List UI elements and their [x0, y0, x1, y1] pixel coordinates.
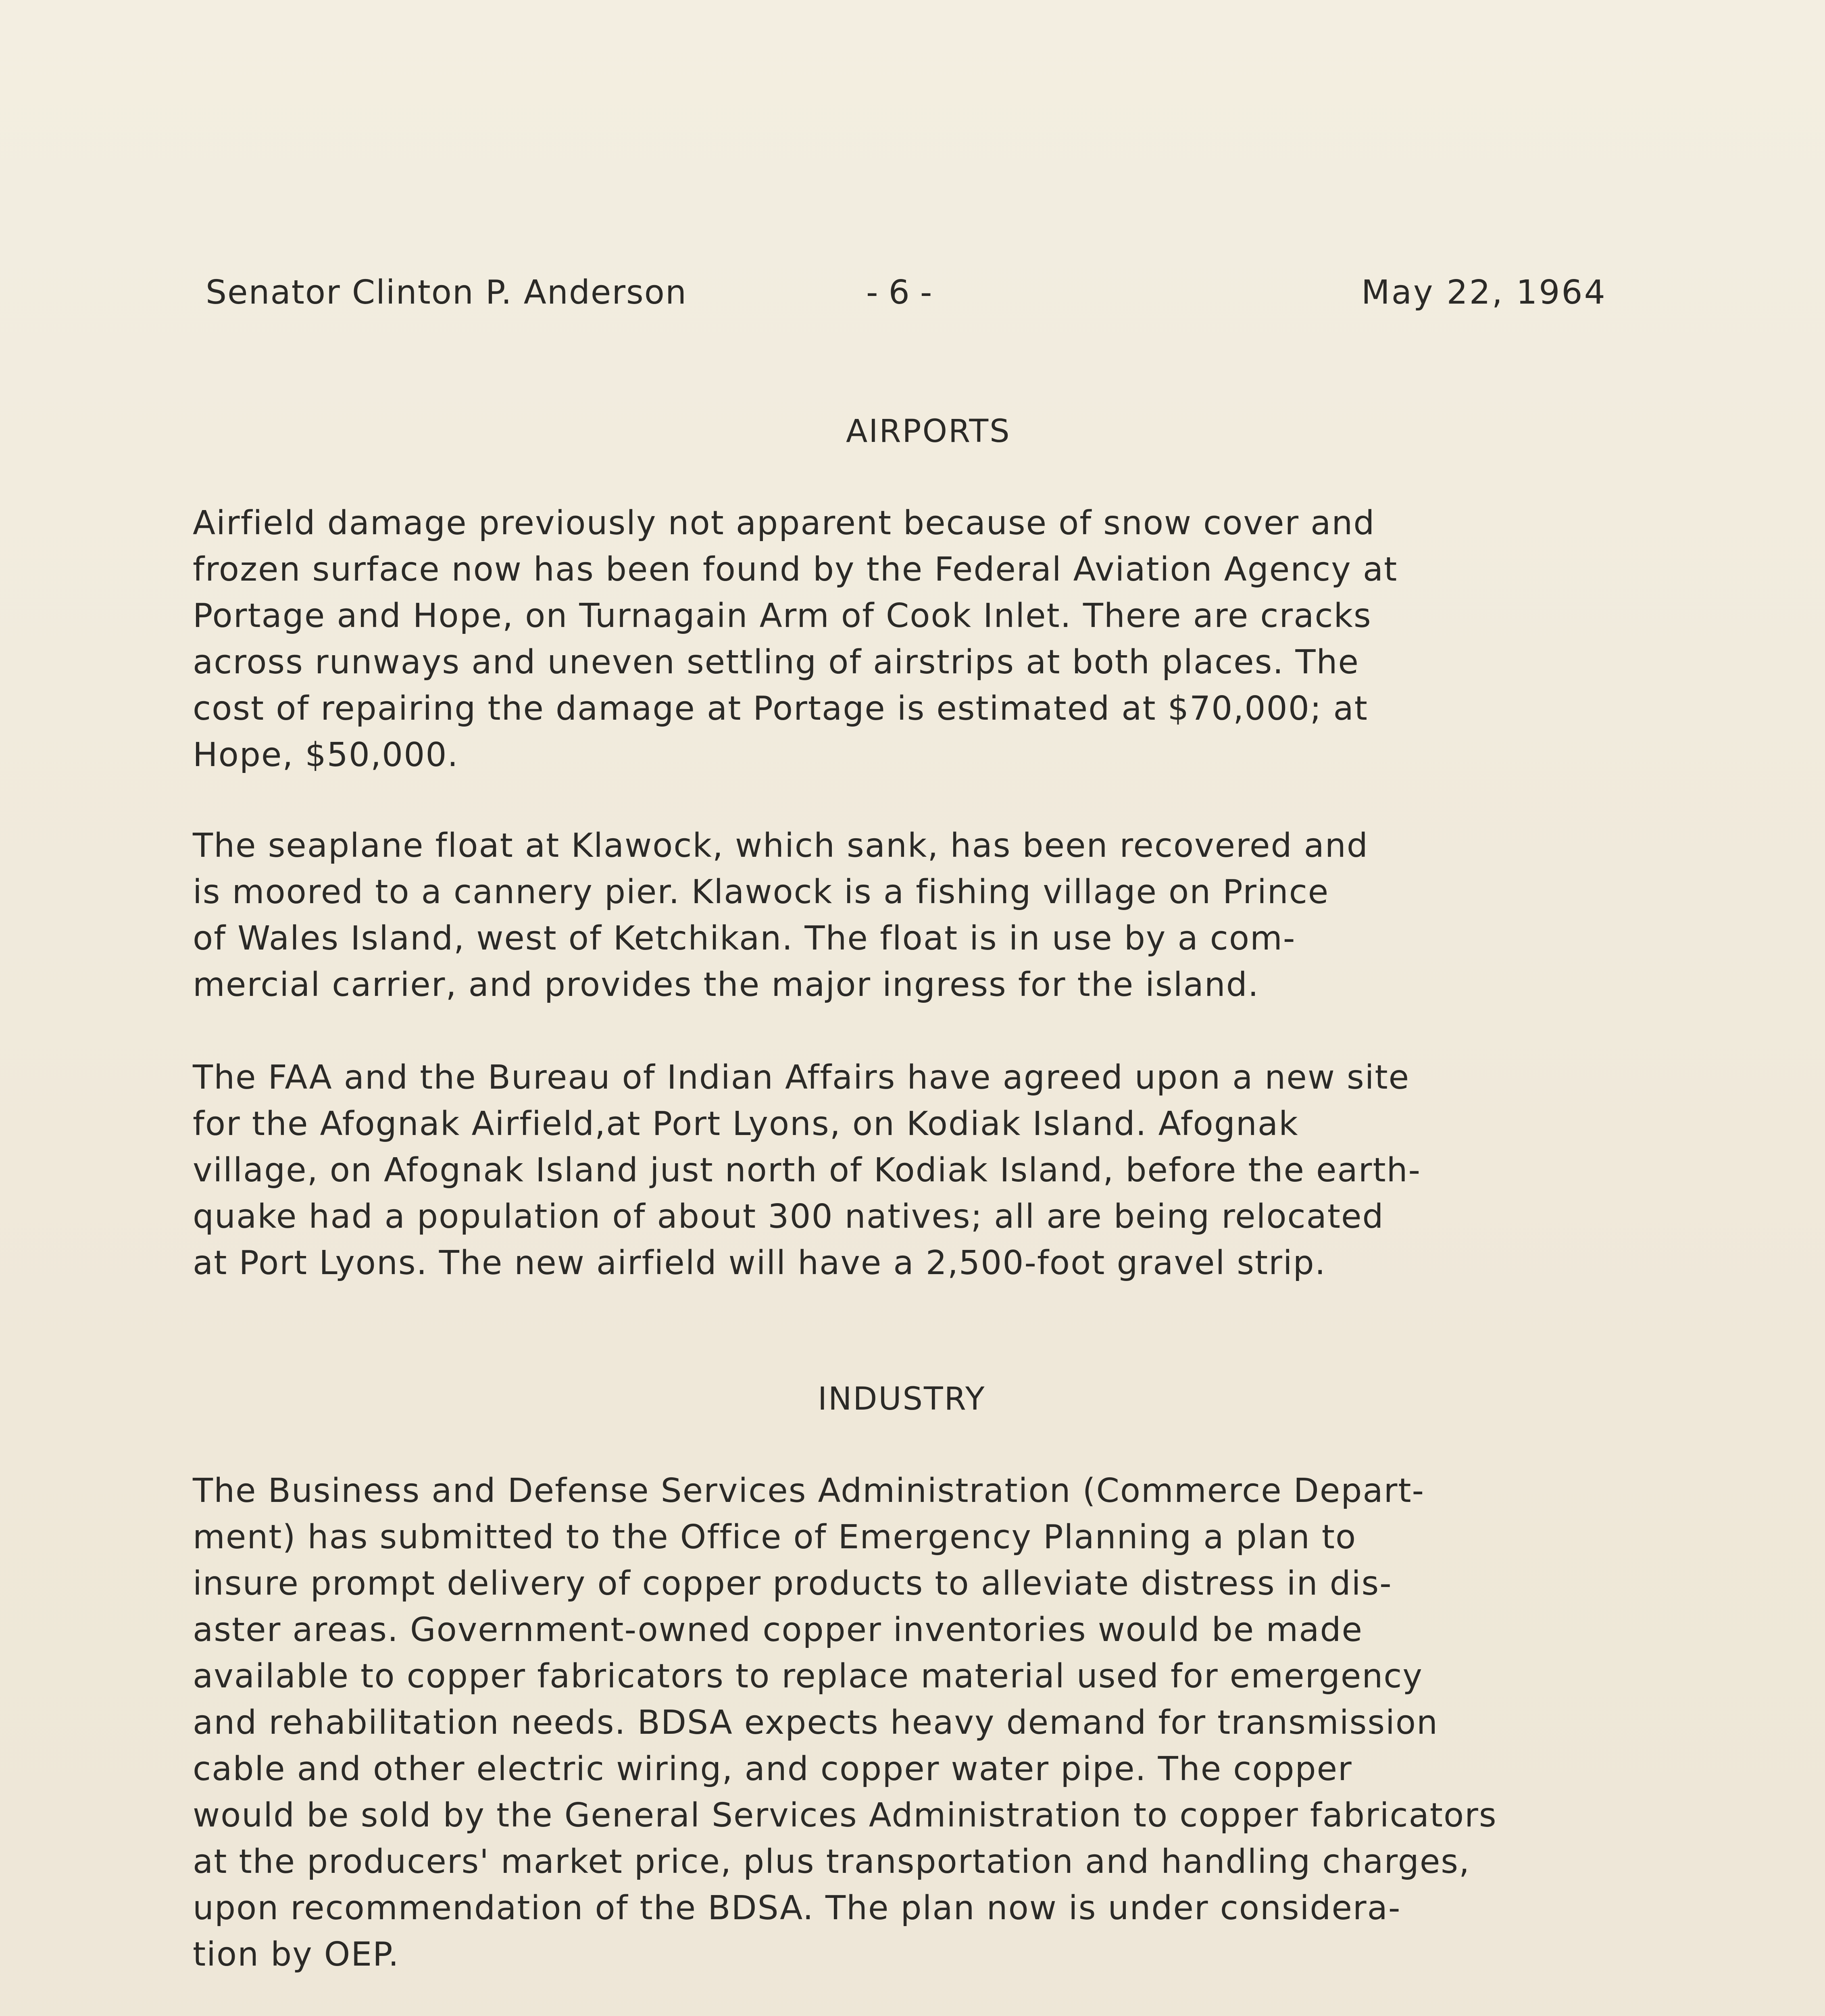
text-line: insure prompt delivery of copper products to alleviate distress in dis- — [193, 1564, 1392, 1603]
text-line: The Business and Defense Services Administration (Commerce Depart- — [193, 1472, 1425, 1510]
text-line: across runways and uneven settling of airstrips at both places. The — [193, 643, 1359, 681]
text-line: upon recommendation of the BDSA. The plan now is under considera- — [193, 1889, 1401, 1927]
text-line: Portage and Hope, on Turnagain Arm of Cook Inlet. There are cracks — [193, 597, 1372, 635]
text-line: frozen surface now has been found by the Federal Aviation Agency at — [193, 550, 1398, 589]
text-line: quake had a population of about 300 natives; all are being relocated — [193, 1198, 1384, 1236]
text-line: tion by OEP. — [193, 1935, 400, 1974]
airports-paragraph-3 — [193, 1054, 1725, 1286]
airports-paragraph-2 — [193, 823, 1725, 1008]
text-line: village, on Afognak Island just north of Kodiak Island, before the earth- — [193, 1151, 1421, 1189]
text-line: aster areas. Government-owned copper inventories would be made — [193, 1611, 1363, 1649]
text-line: is moored to a cannery pier. Klawock is a fishing village on Prince — [193, 873, 1329, 911]
section-heading-airports: AIRPORTS — [846, 413, 1011, 450]
header-addressee: Senator Clinton P. Anderson — [206, 273, 687, 312]
text-line: and rehabilitation needs. BDSA expects heavy demand for transmission — [193, 1704, 1438, 1742]
text-line: mercial carrier, and provides the major ingress for the island. — [193, 966, 1259, 1004]
airports-paragraph-1 — [193, 500, 1725, 778]
text-line: at the producers' market price, plus transportation and handling charges, — [193, 1843, 1471, 1881]
text-line: at Port Lyons. The new airfield will have a 2,500-foot gravel strip. — [193, 1244, 1326, 1282]
text-line: ment) has submitted to the Office of Emergency Planning a plan to — [193, 1518, 1357, 1556]
section-heading-industry: INDUSTRY — [818, 1381, 986, 1417]
page-number: - 6 - — [866, 273, 932, 312]
industry-paragraph-1 — [193, 1468, 1725, 1978]
text-line: cost of repairing the damage at Portage is estimated at $70,000; at — [193, 689, 1368, 728]
header-date: May 22, 1964 — [1361, 273, 1607, 312]
text-line: of Wales Island, west of Ketchikan. The float is in use by a com- — [193, 919, 1296, 958]
text-line: Airfield damage previously not apparent because of snow cover and — [193, 504, 1375, 542]
text-line: available to copper fabricators to replace material used for emergency — [193, 1657, 1423, 1695]
text-line: The FAA and the Bureau of Indian Affairs have agreed upon a new site — [193, 1058, 1410, 1097]
text-line: for the Afognak Airfield,at Port Lyons, on Kodiak Island. Afognak — [193, 1105, 1299, 1143]
text-line: cable and other electric wiring, and copper water pipe. The copper — [193, 1750, 1352, 1788]
text-line: would be sold by the General Services Administration to copper fabricators — [193, 1796, 1497, 1835]
text-line: The seaplane float at Klawock, which sank, has been recovered and — [193, 827, 1369, 865]
text-line: Hope, $50,000. — [193, 736, 459, 774]
